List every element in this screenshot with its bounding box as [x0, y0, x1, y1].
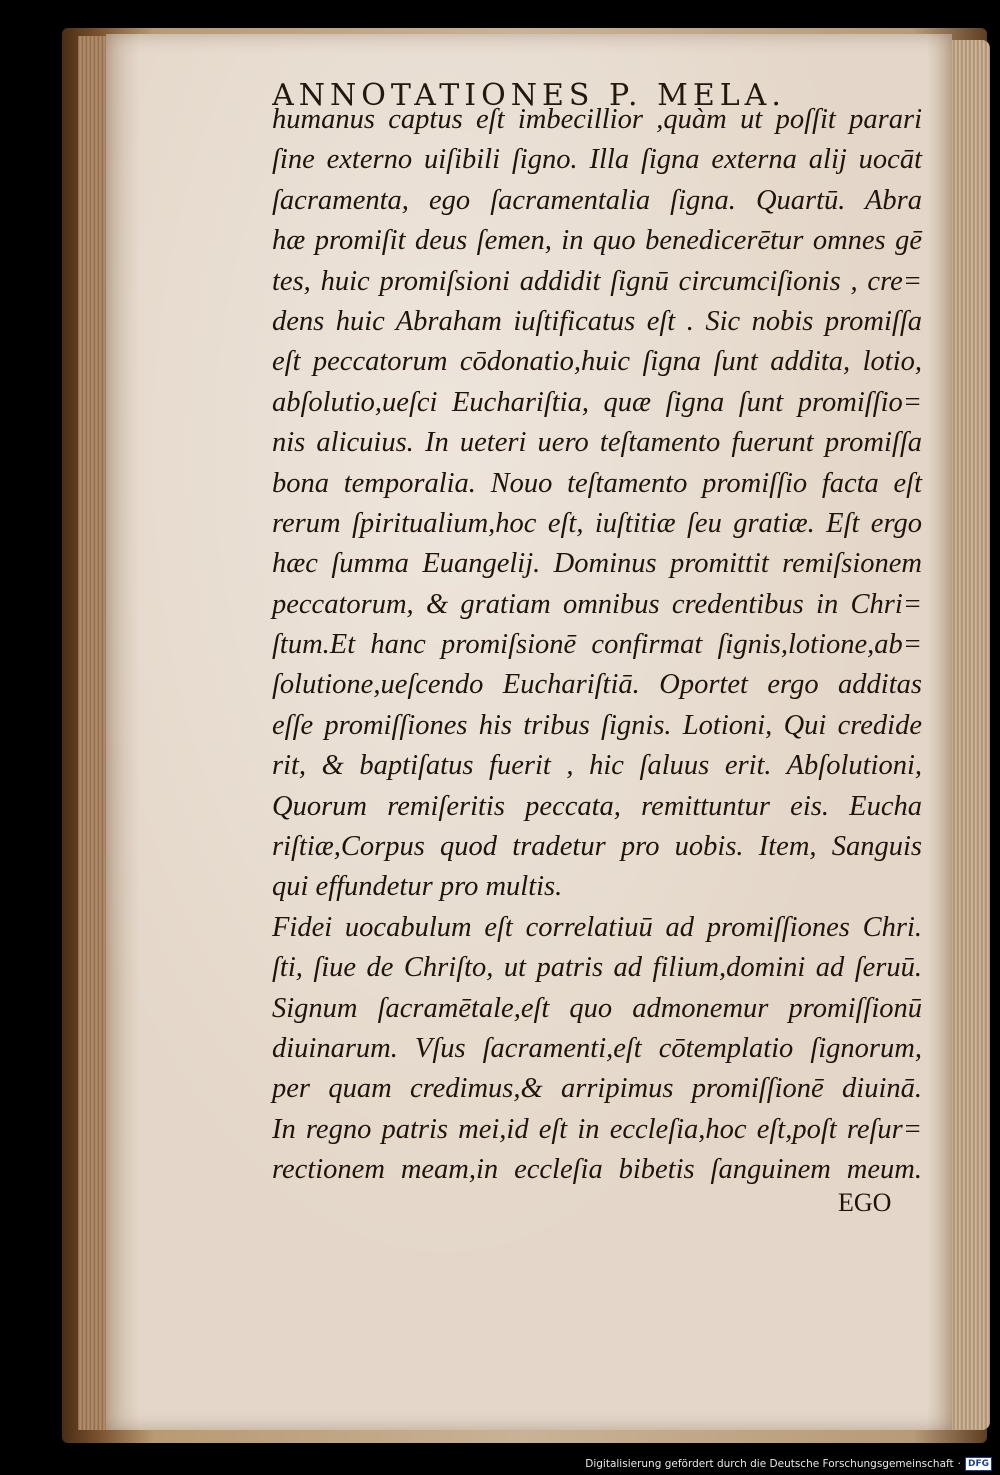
text-line: ſacramenta, ego ſacramentalia ſigna. Quartū. Abra — [272, 184, 922, 216]
text-line: ſtum.Et hanc promiſsionē confirmat ſignis,lotione,ab= — [272, 629, 922, 661]
text-line: diuinarum. Vſus ſacramenti,eſt cōtemplatio ſignorum, — [272, 1032, 922, 1064]
text-line: eſſe promiſſiones his tribus ſignis. Lotioni, Qui credide — [272, 709, 922, 741]
text-line: bona temporalia. Nouo teſtamento promiſſio facta eſt — [272, 467, 922, 499]
text-line: eſt peccatorum cōdonatio,huic ſigna ſunt addita, lotio, — [272, 346, 922, 378]
credit-text: Digitalisierung gefördert durch die Deutsche Forschungsgemeinschaft — [585, 1458, 954, 1470]
left-page-leaves — [78, 36, 108, 1430]
text-line: qui effundetur pro multis. — [272, 871, 563, 903]
text-line: riſtiæ,Corpus quod tradetur pro uobis. Item, Sanguis — [272, 831, 922, 863]
running-head: ANNOTATIONES P. MELA. — [272, 78, 786, 113]
text-line: Fidei uocabulum eſt correlatiuū ad promiſſiones Chri. — [272, 911, 922, 943]
text-line: ſine externo uiſibili ſigno. Illa ſigna externa alij uocāt — [272, 144, 922, 176]
catchword: EGO — [838, 1188, 892, 1217]
text-line: hæc ſumma Euangelij. Dominus promittit remiſsionem — [272, 548, 922, 580]
digitization-credit — [585, 1457, 992, 1471]
credit-separator: · — [957, 1458, 961, 1470]
page-text-block — [272, 100, 922, 1191]
text-line: ſti, ſiue de Chriſto, ut patris ad filium,domini ad ſeruū. — [272, 952, 922, 984]
text-line: In regno patris mei,id eſt in eccleſia,hoc eſt,poſt reſur= — [272, 1113, 922, 1145]
text-line: dens huic Abraham iuſtificatus eſt . Sic nobis promiſſa — [272, 305, 922, 337]
text-line: abſolutio,ueſci Euchariſtia, quæ ſigna ſunt promiſſio= — [272, 386, 922, 418]
text-line: ſolutione,ueſcendo Euchariſtiā. Oportet ergo additas — [272, 669, 922, 701]
text-line: nis alicuius. In ueteri uero teſtamento fuerunt promiſſa — [272, 427, 922, 459]
text-line: rectionem meam,in eccleſia bibetis ſanguinem meum. — [272, 1154, 922, 1186]
text-line: Quorum remiſeritis peccata, remittuntur eis. Eucha — [272, 790, 922, 822]
text-line: hæ promiſit deus ſemen, in quo benedicerētur omnes gē — [272, 225, 922, 257]
text-line: peccatorum, & gratiam omnibus credentibus in Chri= — [272, 588, 922, 620]
right-page-leaves — [952, 40, 990, 1430]
dfg-logo-icon: DFG — [965, 1457, 992, 1471]
text-line: rit, & baptiſatus fuerit , hic ſaluus erit. Abſolutioni, — [272, 750, 922, 782]
text-line: rerum ſpiritualium,hoc eſt, iuſtitiæ ſeu gratiæ. Eſt ergo — [272, 507, 922, 539]
text-line: Signum ſacramētale,eſt quo admonemur promiſſionū — [272, 992, 922, 1024]
text-line: tes, huic promiſsioni addidit ſignū circumciſionis , cre= — [272, 265, 922, 297]
text-line: per quam credimus,& arripimus promiſſionē diuinā. — [272, 1073, 922, 1105]
text-line: humanus captus eſt imbecillior ,quàm ut poſſit parari — [272, 104, 922, 135]
